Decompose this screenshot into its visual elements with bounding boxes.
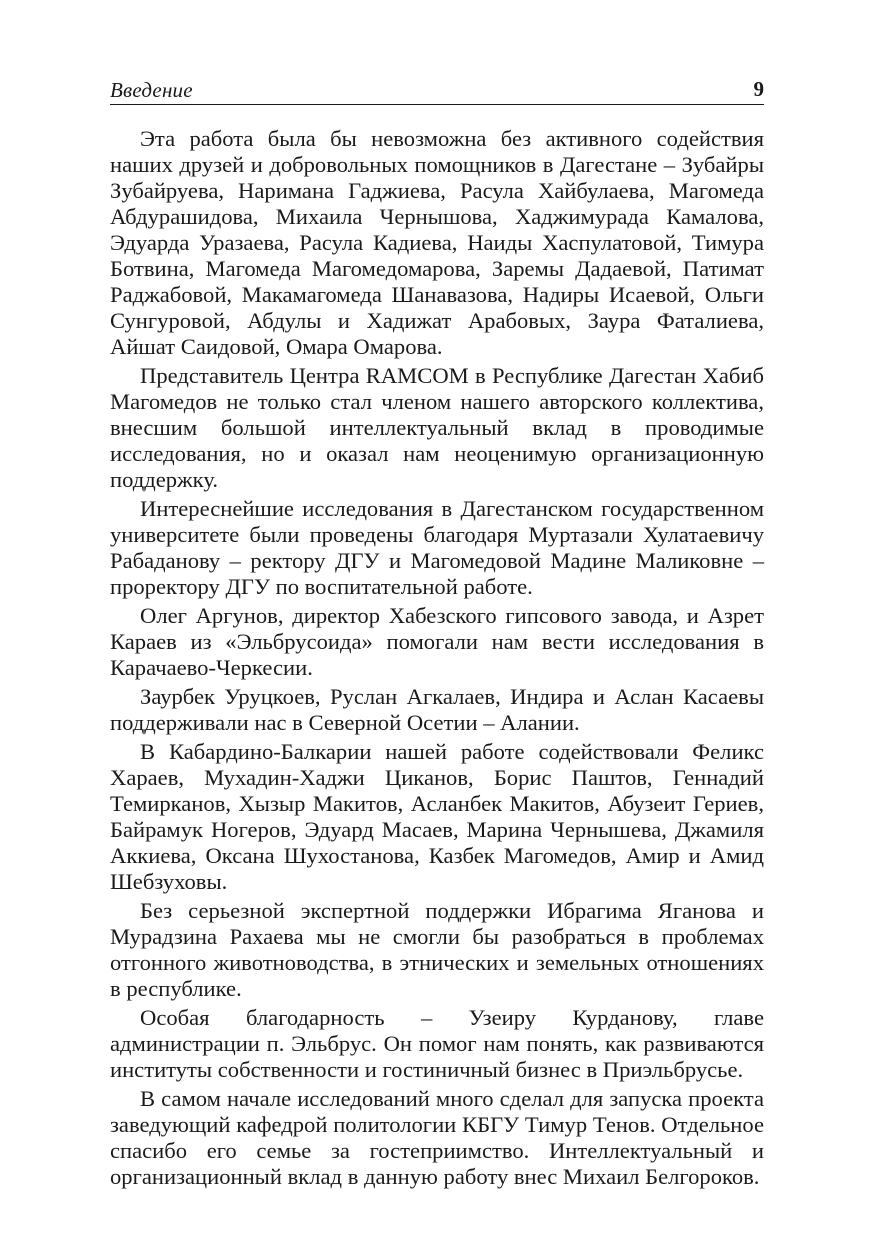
page-number: 9 bbox=[753, 77, 764, 101]
paragraph: Представитель Центра RAMCOM в Республике Дагестан Хабиб Магомедов не только стал членом нашего авторского коллектива, внесшим большой интеллектуальный вклад в проводимые исследования, но и оказал нам неоценимую организационную поддержку. bbox=[110, 363, 764, 492]
paragraph: В Кабардино-Балкарии нашей работе содействовали Феликс Хараев, Мухадин-Хаджи Циканов, Борис Паштов, Геннадий Темирканов, Хызыр Макитов, Асланбек Макитов, Абузеит Гериев, Байрамук Ногеров, Эдуард Масаев, Марина Чернышева, Джамиля Аккиева, Оксана Шухостанова, Казбек Магомедов, Амир и Амид Шебзуховы. bbox=[110, 739, 764, 894]
paragraph: В самом начале исследований много сделал для запуска проекта заведующий кафедрой политологии КБГУ Тимур Тенов. Отдельное спасибо его семье за гостеприимство. Интеллектуальный и организационный вклад в данную работу внес Михаил Белгороков. bbox=[110, 1086, 764, 1189]
paragraph: Эта работа была бы невозможна без активного содействия наших друзей и добровольных помощников в Дагестане – Зубайры Зубайруева, Наримана Гаджиева, Расула Хайбулаева, Магомеда Абдурашидова, Михаила Чернышова, Хаджимурада Камалова, Эдуарда Уразаева, Расула Кадиева, Наиды Хаспулатовой, Тимура Ботвина, Магомеда Магомедомарова, Заремы Дадаевой, Патимат Раджабовой, Макамагомеда Шанавазова, Надиры Исаевой, Ольги Сунгуровой, Абдулы и Хадижат Арабовых, Заура Фаталиева, Айшат Саидовой, Омара Омарова. bbox=[110, 126, 764, 359]
paragraph: Интереснейшие исследования в Дагестанском государственном университете были проведены благодаря Муртазали Хулатаевичу Рабаданову – ректору ДГУ и Магомедовой Мадине Маликовне – проректору ДГУ по воспитательной работе. bbox=[110, 496, 764, 599]
paragraph: Олег Аргунов, директор Хабезского гипсового завода, и Азрет Караев из «Эльбрусоида» помогали нам вести исследования в Карачаево-Черкесии. bbox=[110, 603, 764, 680]
paragraph: Особая благодарность – Узеиру Курданову, главе администрации п. Эльбрус. Он помог нам понять, как развиваются институты собственности и гостиничный бизнес в Приэльбрусье. bbox=[110, 1005, 764, 1082]
paragraph: Заурбек Уруцкоев, Руслан Агкалаев, Индира и Аслан Касаевы поддерживали нас в Северной Осетии – Алании. bbox=[110, 684, 764, 735]
section-title: Введение bbox=[110, 78, 193, 102]
body-text bbox=[110, 126, 764, 1193]
running-header bbox=[110, 76, 764, 105]
paragraph: Без серьезной экспертной поддержки Ибрагима Яганова и Мурадзина Рахаева мы не смогли бы разобраться в проблемах отгонного животноводства, в этнических и земельных отношениях в республике. bbox=[110, 898, 764, 1001]
